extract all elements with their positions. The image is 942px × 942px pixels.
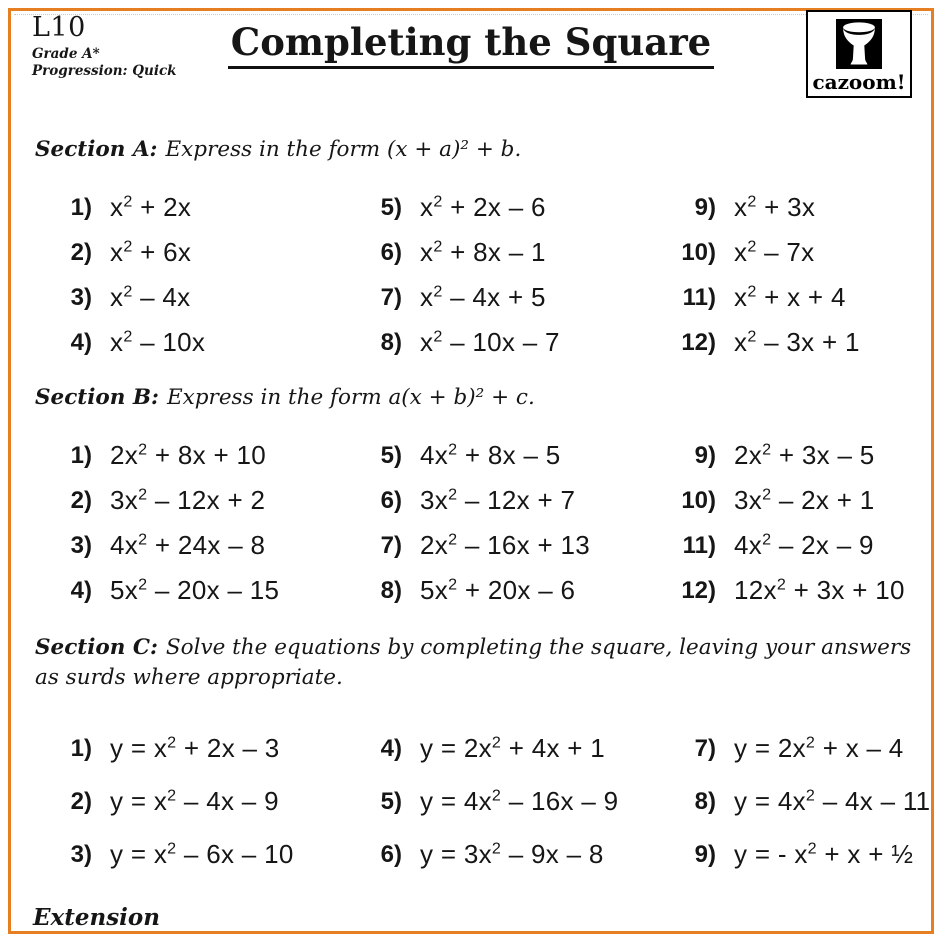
section-a-label: Section A: [35, 137, 158, 162]
problem-number: 11) [682, 283, 716, 311]
problem-column [38, 185, 348, 365]
problem-number: 12) [681, 576, 716, 604]
problem-item [348, 185, 662, 230]
problem-number: 8) [694, 787, 716, 815]
logo-text: cazoom! [812, 70, 906, 94]
problem-column [38, 433, 348, 613]
problem-item [38, 185, 348, 230]
problem-expression: $x^2 + 6x$ [110, 237, 192, 267]
problem-number: 3) [70, 283, 92, 311]
problem-column [662, 433, 924, 613]
problem-item [38, 722, 348, 775]
problem-column [662, 722, 930, 881]
problem-expression: $3x^2 - 12x + 2$ [110, 485, 266, 515]
problem-expression: $12x^2 + 3x + 10$ [734, 575, 905, 605]
problem-number: 6) [380, 486, 402, 514]
level-code: L10 [32, 12, 86, 43]
problem-expression: $3x^2 - 2x + 1$ [734, 485, 875, 515]
section-b-header [35, 383, 914, 413]
problem-item [348, 230, 662, 275]
problem-number: 8) [380, 328, 402, 356]
problem-item [662, 320, 924, 365]
problem-number: 5) [380, 193, 402, 221]
problem-number: 10) [681, 238, 716, 266]
problem-number: 7) [694, 734, 716, 762]
problem-item [348, 478, 662, 523]
problem-item [662, 433, 924, 478]
problem-item [38, 568, 348, 613]
problem-number: 4) [70, 328, 92, 356]
section-b-instruction: Express in the form a(x + b)² + c. [166, 385, 535, 410]
problem-number: 9) [694, 441, 716, 469]
problem-expression: $3x^2 - 12x + 7$ [420, 485, 576, 515]
problem-expression: $x^2 + 2x$ [110, 192, 192, 222]
extension-heading: Extension [33, 904, 160, 931]
problem-expression: $4x^2 + 24x - 8$ [110, 530, 266, 560]
problem-expression: $y = x^2 - 4x - 9$ [110, 786, 279, 816]
problem-column [348, 433, 662, 613]
problem-expression: $x^2 + 8x - 1$ [420, 237, 546, 267]
title-wrap [0, 20, 942, 69]
problem-number: 6) [380, 840, 402, 868]
problem-number: 9) [694, 193, 716, 221]
problem-number: 6) [380, 238, 402, 266]
section-c-label: Section C: [35, 635, 158, 660]
problem-number: 7) [380, 531, 402, 559]
problem-expression: $x^2 - 4x + 5$ [420, 282, 546, 312]
problem-number: 11) [682, 531, 716, 559]
problem-item [38, 433, 348, 478]
problem-item [662, 478, 924, 523]
problem-item [348, 523, 662, 568]
problem-item [38, 230, 348, 275]
problem-expression: $x^2 - 10x - 7$ [420, 327, 560, 357]
problem-expression: $5x^2 - 20x - 15$ [110, 575, 280, 605]
problem-expression: $y = 4x^2 - 16x - 9$ [420, 786, 619, 816]
problem-number: 4) [380, 734, 402, 762]
section-b-problems [38, 433, 924, 613]
problem-item [348, 775, 662, 828]
problem-expression: $y = 3x^2 - 9x - 8$ [420, 839, 604, 869]
problem-expression: $x^2 - 7x$ [734, 237, 815, 267]
cazoom-logo [806, 10, 912, 98]
problem-number: 1) [70, 441, 92, 469]
problem-expression: $x^2 + x + 4$ [734, 282, 846, 312]
section-c-problems [38, 722, 931, 881]
section-a-header [35, 135, 914, 165]
problem-item [38, 775, 348, 828]
problem-expression: $5x^2 + 20x - 6$ [420, 575, 576, 605]
problem-number: 12) [681, 328, 716, 356]
problem-expression: $y = 4x^2 - 4x - 11$ [734, 786, 931, 816]
problem-number: 2) [70, 787, 92, 815]
problem-expression: y = - $x^2 + x$ + ½ [734, 839, 914, 869]
problem-number: 1) [70, 734, 92, 762]
problem-item [662, 568, 924, 613]
problem-item [348, 722, 662, 775]
problem-number: 5) [380, 787, 402, 815]
fold-line [14, 14, 928, 15]
problem-expression: $y = 2x^2 + 4x + 1$ [420, 733, 606, 763]
problem-item [662, 523, 924, 568]
section-c-instruction: Solve the equations by completing the square, leaving your answers as surds where appropriate. [35, 635, 912, 690]
problem-expression: $x^2 + 2x - 6$ [420, 192, 546, 222]
problem-expression: $4x^2 + 8x - 5$ [420, 440, 561, 470]
problem-number: 8) [380, 576, 402, 604]
problem-number: 4) [70, 576, 92, 604]
problem-number: 9) [694, 840, 716, 868]
problem-number: 1) [70, 193, 92, 221]
problem-number: 10) [681, 486, 716, 514]
problem-item [662, 828, 930, 881]
problem-number: 3) [70, 531, 92, 559]
problem-column [38, 722, 348, 881]
problem-item [662, 722, 930, 775]
problem-item [348, 275, 662, 320]
problem-expression: $x^2 - 10x$ [110, 327, 206, 357]
problem-item [662, 230, 924, 275]
problem-item [38, 828, 348, 881]
problem-number: 2) [70, 486, 92, 514]
section-c-header [35, 633, 914, 692]
problem-item [348, 320, 662, 365]
grade-label: Grade A* [32, 46, 100, 62]
problem-column [348, 722, 662, 881]
drum-icon [836, 19, 882, 69]
problem-number: 2) [70, 238, 92, 266]
problem-expression: $x^2 - 4x$ [110, 282, 191, 312]
problem-expression: $x^2 + 3x$ [734, 192, 816, 222]
problem-item [348, 828, 662, 881]
problem-item [38, 320, 348, 365]
problem-expression: $y = x^2 - 6x - 10$ [110, 839, 294, 869]
problem-column [348, 185, 662, 365]
problem-expression: $x^2 - 3x + 1$ [734, 327, 860, 357]
problem-item [348, 568, 662, 613]
problem-number: 7) [380, 283, 402, 311]
problem-item [662, 275, 924, 320]
problem-expression: $4x^2 - 2x - 9$ [734, 530, 874, 560]
problem-expression: $2x^2 + 3x - 5$ [734, 440, 875, 470]
progression-label: Progression: Quick [32, 63, 177, 79]
section-b-label: Section B: [35, 385, 159, 410]
problem-number: 5) [380, 441, 402, 469]
problem-item [38, 523, 348, 568]
problem-number: 3) [70, 840, 92, 868]
problem-item [38, 275, 348, 320]
problem-item [662, 185, 924, 230]
problem-column [662, 185, 924, 365]
section-a-problems [38, 185, 924, 365]
page-title: Completing the Square [228, 20, 714, 69]
problem-expression: $2x^2 + 8x + 10$ [110, 440, 266, 470]
problem-item [662, 775, 930, 828]
section-a-instruction: Express in the form (x + a)² + b. [165, 137, 522, 162]
problem-expression: $y = x^2 + 2x - 3$ [110, 733, 280, 763]
problem-expression: $2x^2 - 16x + 13$ [420, 530, 591, 560]
problem-item [38, 478, 348, 523]
problem-expression: $y = 2x^2 + x - 4$ [734, 733, 904, 763]
problem-item [348, 433, 662, 478]
